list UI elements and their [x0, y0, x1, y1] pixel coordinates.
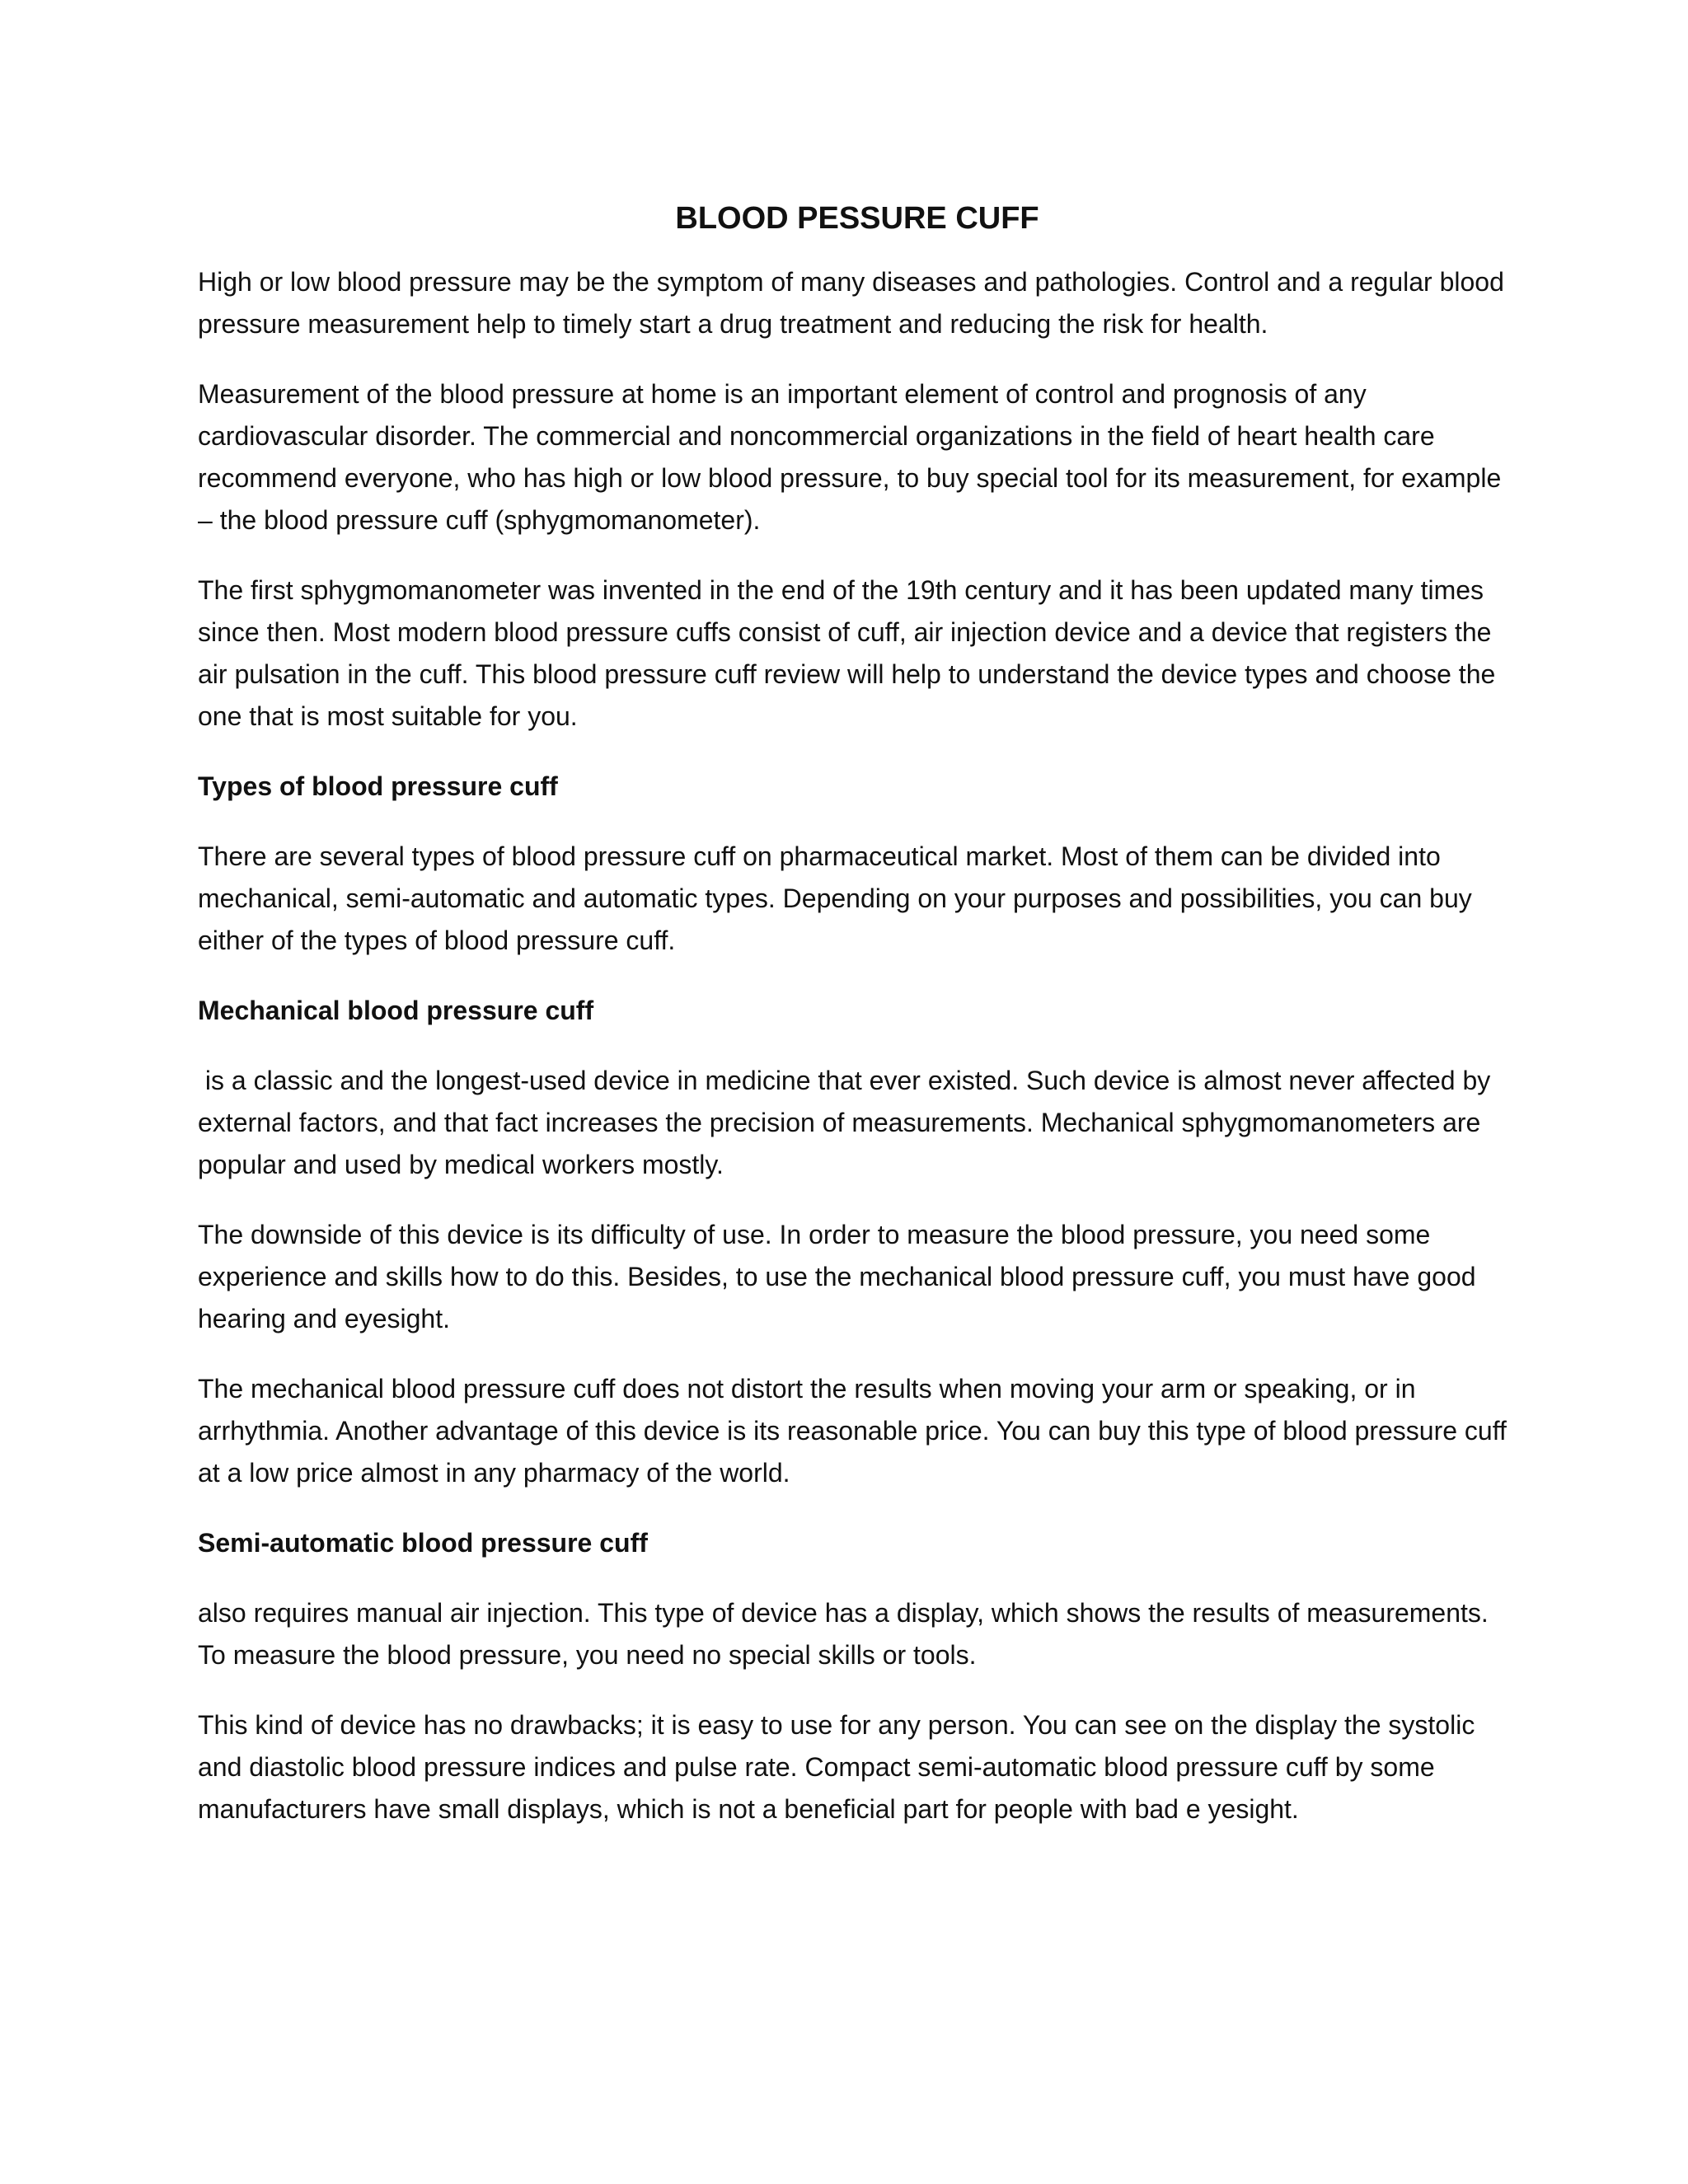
intro-paragraph-1: High or low blood pressure may be the symptom of many diseases and pathologies. Control and a regular blood pressure measurement help to timely start a drug treatment and reducing the risk for health.: [198, 267, 1504, 339]
section-heading-mechanical: Mechanical blood pressure cuff: [198, 996, 594, 1025]
mechanical-paragraph-2: The downside of this device is its difficulty of use. In order to measure the blood pressure, you need some experience and skills how to do this. Besides, to use the mechanical blood pressure cuff, you must have good hearing and eyesight.: [198, 1220, 1476, 1333]
document-title: BLOOD PESSURE CUFF: [675, 201, 1039, 236]
semi-automatic-paragraph-2: This kind of device has no drawbacks; it is easy to use for any person. You can see on the display the systolic and diastolic blood pressure indices and pulse rate. Compact semi-automatic blood pressure cuff by some manufacturers have small displays, which is not a beneficial part for people with bad e yesight.: [198, 1710, 1475, 1824]
document-page: [198, 194, 1517, 1858]
semi-automatic-paragraph-1: also requires manual air injection. This type of device has a display, which shows the results of measurements. To measure the blood pressure, you need no special skills or tools.: [198, 1598, 1489, 1670]
mechanical-paragraph-1: is a classic and the longest-used device in medicine that ever existed. Such device is almost never affected by external factors, and that fact increases the precision of measurements. Mechanical sphygmomanometers are popular and used by medical workers mostly.: [198, 1066, 1498, 1179]
section-heading-types: Types of blood pressure cuff: [198, 771, 558, 801]
section-heading-semi-automatic: Semi-automatic blood pressure cuff: [198, 1528, 648, 1558]
mechanical-paragraph-3: The mechanical blood pressure cuff does not distort the results when moving your arm or speaking, or in arrhythmia. Another advantage of this device is its reasonable price. You can buy this type of blood pressure cuff at a low price almost in any pharmacy of the world.: [198, 1374, 1507, 1488]
intro-paragraph-2: Measurement of the blood pressure at home is an important element of control and prognosis of any cardiovascular disorder. The commercial and noncommercial organizations in the field of heart health care recommend everyone, who has high or low blood pressure, to buy special tool for its measurement, for example – the blood pressure cuff (sphygmomanometer).: [198, 379, 1502, 535]
types-paragraph-1: There are several types of blood pressure cuff on pharmaceutical market. Most of them can be divided into mechanical, semi-automatic and automatic types. Depending on your purposes and possibilities, you can buy either of the types of blood pressure cuff.: [198, 841, 1472, 955]
intro-paragraph-3: The first sphygmomanometer was invented in the end of the 19th century and it has been updated many times since then. Most modern blood pressure cuffs consist of cuff, air injection device and a device that registers the air pulsation in the cuff. This blood pressure cuff review will help to understand the device types and choose the one that is most suitable for you.: [198, 575, 1496, 731]
